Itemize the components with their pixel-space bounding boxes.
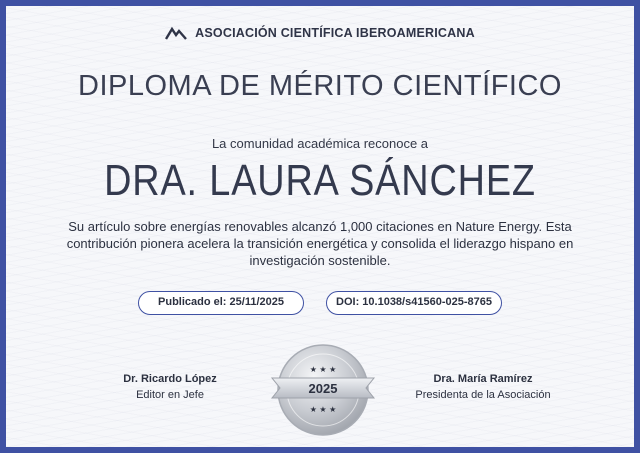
metadata-pills	[6, 291, 634, 315]
signatory-name: Dra. María Ramírez	[433, 373, 533, 385]
seal-year: 2025	[308, 381, 338, 396]
signatory-name: Dr. Ricardo López	[123, 373, 217, 385]
recipient-name: DRA. LAURA SÁNCHEZ	[104, 156, 536, 205]
header	[6, 26, 634, 40]
organization-name: ASOCIACIÓN CIENTÍFICA IBEROAMERICANA	[195, 26, 475, 40]
seal-stars-bottom: ★ ★ ★	[309, 405, 337, 414]
achievement-description: Su artículo sobre energías renovables alcanzó 1,000 citaciones en Nature Energy. Esta contribución pionera acelera la transición energética y consolida el liderazgo hispano en investigación sostenible.	[66, 219, 574, 268]
silver-seal-icon	[268, 340, 378, 440]
signature-president	[393, 372, 573, 404]
seal-stars-top: ★ ★ ★	[309, 365, 337, 374]
diploma-title: DIPLOMA DE MÉRITO CIENTÍFICO	[78, 70, 562, 102]
doi-badge: DOI: 10.1038/s41560-025-8765	[326, 291, 502, 315]
signatory-role: Editor en Jefe	[136, 389, 204, 401]
recognition-text: La comunidad académica reconoce a	[211, 136, 429, 151]
signatory-role: Presidenta de la Asociación	[415, 389, 551, 401]
certificate	[6, 6, 634, 447]
mountains-logo-icon	[165, 26, 187, 40]
signature-editor	[80, 372, 260, 404]
published-date-badge: Publicado el: 25/11/2025	[138, 291, 304, 315]
